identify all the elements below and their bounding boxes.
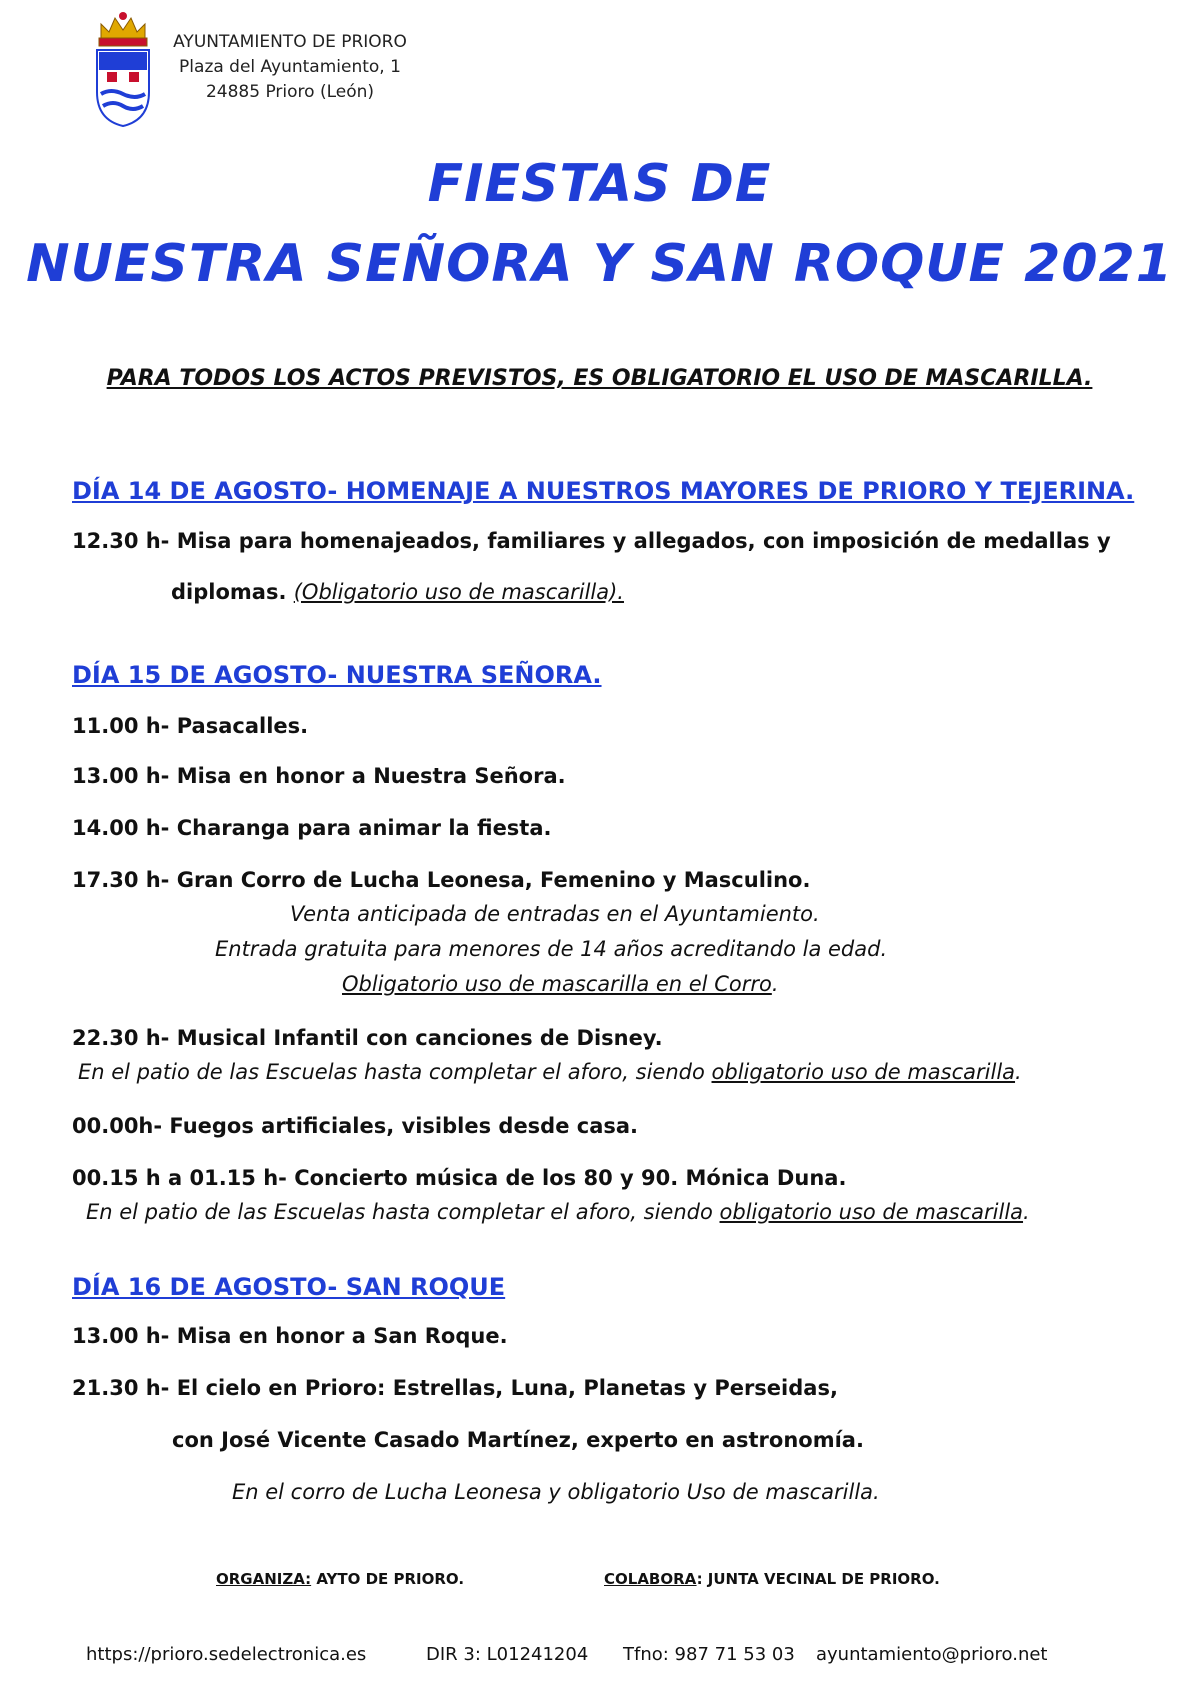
colabora-value: : JUNTA VECINAL DE PRIORO. [696,1570,940,1588]
escuelas-note-text-2: En el patio de las Escuelas hasta completar el aforo, siendo [86,1200,713,1224]
day14-event-1: 12.30 h- Misa para homenajeados, familiares y allegados, con imposición de medallas y [72,529,1111,553]
day15-event-5-note [78,1058,1022,1086]
day14-mask-note: (Obligatorio uso de mascarilla). [293,580,624,604]
day15-event-7-note [86,1198,1030,1226]
colabora-credit [604,1570,940,1588]
escuelas-mask-period: . [1015,1060,1022,1084]
day15-event-6: 00.00h- Fuegos artificiales, visibles desde casa. [72,1114,639,1138]
day14-event-1-diplomas: diplomas. [171,580,287,604]
escuelas-note-text: En el patio de las Escuelas hasta completar el aforo, siendo [78,1060,705,1084]
escuelas-mask-period-2: . [1023,1200,1030,1224]
corro-mask-note-period: . [771,972,779,996]
title-line-2: NUESTRA SEÑORA Y SAN ROQUE 2021 [26,234,1173,294]
day15-event-1: 11.00 h- Pasacalles. [72,714,309,738]
organiza-credit [216,1570,464,1588]
organiza-value: AYTO DE PRIORO. [311,1570,465,1588]
address-line-1: AYUNTAMIENTO DE PRIORO [173,32,407,52]
day15-event-2: 13.00 h- Misa en honor a Nuestra Señora. [72,764,566,788]
colabora-label: COLABORA [604,1570,697,1588]
day15-event-7: 00.15 h a 01.15 h- Concierto música de los 80 y 90. Mónica Duna. [72,1166,847,1190]
day15-event-3: 14.00 h- Charanga para animar la fiesta. [72,816,552,840]
mask-notice: PARA TODOS LOS ACTOS PREVISTOS, ES OBLIGATORIO EL USO DE MASCARILLA. [106,366,1093,391]
day16-event-2-note: En el corro de Lucha Leonesa y obligatorio Uso de mascarilla. [232,1480,880,1504]
day16-event-2-cont: con José Vicente Casado Martínez, experto en astronomía. [172,1428,864,1452]
day14-heading: DÍA 14 DE AGOSTO- HOMENAJE A NUESTROS MAYORES DE PRIORO Y TEJERINA. [72,477,1135,505]
phone-number: Tfno: 987 71 53 03 [623,1644,795,1665]
website-link[interactable]: https://prioro.sedelectronica.es [86,1644,367,1665]
day16-event-2: 21.30 h- El cielo en Prioro: Estrellas, Luna, Planetas y Perseidas, [72,1376,838,1400]
day15-event-4-note-3 [342,970,779,998]
day16-event-1: 13.00 h- Misa en honor a San Roque. [72,1324,508,1348]
day15-event-5: 22.30 h- Musical Infantil con canciones de Disney. [72,1026,663,1050]
escuelas-mask-note: obligatorio uso de mascarilla [711,1060,1016,1084]
day15-event-4-note-2: Entrada gratuita para menores de 14 años acreditando la edad. [215,937,888,961]
day15-event-4: 17.30 h- Gran Corro de Lucha Leonesa, Femenino y Masculino. [72,868,811,892]
title-line-1: FIESTAS DE [427,154,772,214]
day15-heading: DÍA 15 DE AGOSTO- NUESTRA SEÑORA. [72,661,602,689]
organiza-label: ORGANIZA: [216,1570,312,1588]
coat-of-arms-logo [93,10,153,128]
dir3-code: DIR 3: L01241204 [426,1644,589,1665]
escuelas-mask-note-2: obligatorio uso de mascarilla [719,1200,1024,1224]
day16-heading: DÍA 16 DE AGOSTO- SAN ROQUE [72,1273,506,1301]
email-link[interactable]: ayuntamiento@prioro.net [816,1644,1048,1665]
day15-event-4-note-1: Venta anticipada de entradas en el Ayuntamiento. [290,902,820,926]
day14-event-1-cont [171,578,624,606]
municipality-address [160,30,420,105]
address-line-2: Plaza del Ayuntamiento, 1 [179,57,401,77]
corro-mask-note: Obligatorio uso de mascarilla en el Corro [342,972,772,996]
address-line-3: 24885 Prioro (León) [205,82,375,102]
